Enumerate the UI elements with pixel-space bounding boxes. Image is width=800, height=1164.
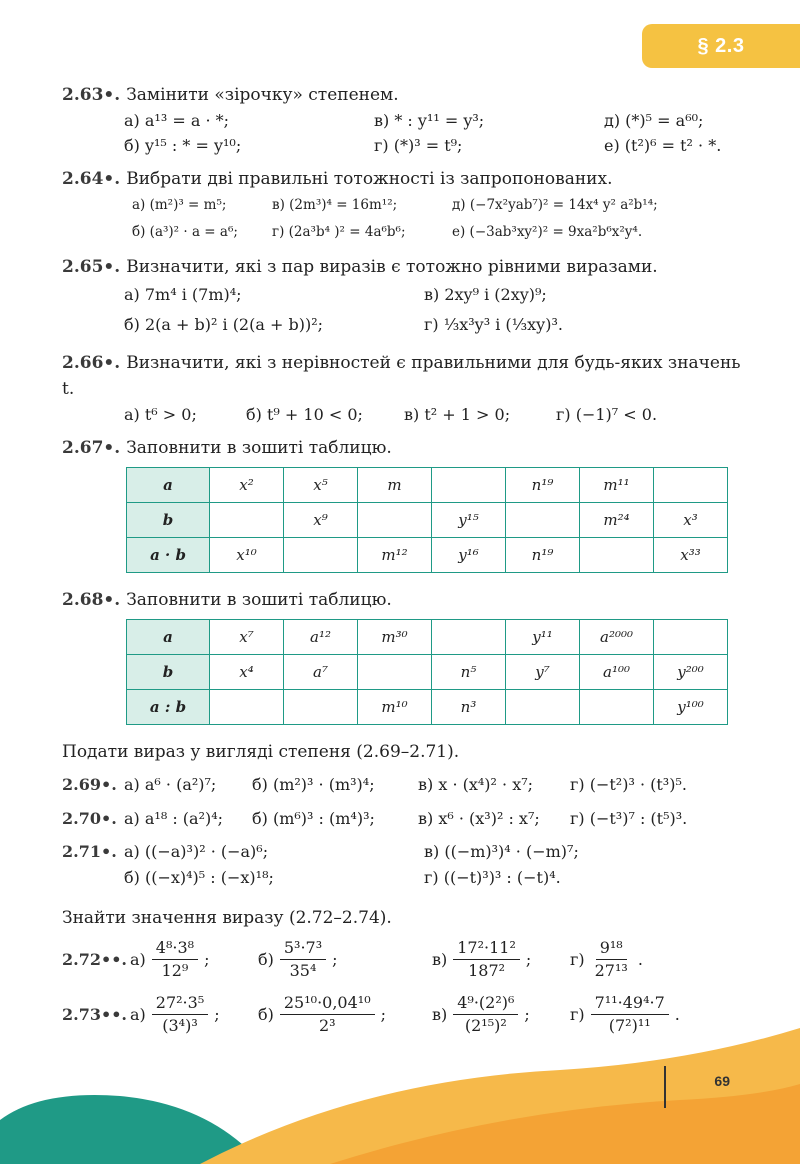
- item: в) * : y¹¹ = y³;: [374, 111, 485, 130]
- exercise-number: 2.64•.: [62, 169, 121, 189]
- denominator: 12⁹: [161, 961, 189, 980]
- punct: ;: [214, 1005, 220, 1024]
- cell: y¹⁵: [432, 503, 506, 538]
- item: б) y¹⁵ : * = y¹⁰;: [124, 136, 242, 155]
- table-row: [127, 690, 728, 725]
- punct: ;: [524, 1005, 530, 1024]
- cell: x⁵: [284, 468, 358, 503]
- denominator: (3⁴)³: [162, 1016, 198, 1035]
- section-label: § 2.3: [697, 34, 745, 57]
- item-label: в): [432, 1005, 448, 1024]
- item: б) (m⁶)³ : (m⁴)³;: [252, 809, 375, 828]
- cell: x³: [654, 503, 728, 538]
- cell: a¹⁰⁰: [580, 655, 654, 690]
- exercise-2-71: [62, 839, 742, 891]
- numerator: 7¹¹·49⁴·7: [591, 992, 669, 1015]
- cell: x³³: [654, 538, 728, 573]
- table-row: [127, 620, 728, 655]
- item: б) 2(a + b)² і (2(a + b))²;: [124, 315, 323, 334]
- cell: a : b: [127, 690, 210, 725]
- numerator: 17²·11²: [453, 937, 520, 960]
- cell: y²⁰⁰: [654, 655, 728, 690]
- table-2-68: [126, 619, 728, 725]
- exercise-number: 2.71•.: [62, 842, 117, 861]
- cell: [284, 538, 358, 573]
- fraction: [453, 937, 520, 982]
- cell: y¹¹: [506, 620, 580, 655]
- item: б) (a³)² · a = a⁶;: [132, 224, 238, 240]
- exercise-text: Визначити, які з нерівностей є правильними для будь-яких значень t.: [62, 353, 741, 399]
- exercise-2-63: [62, 82, 742, 158]
- numerator: 4⁸·3⁸: [152, 937, 198, 960]
- exercise-number: 2.73••.: [62, 1005, 127, 1024]
- item: г) ⅓x³y³ і (⅓xy)³.: [424, 315, 563, 334]
- fraction: [280, 937, 326, 982]
- item: е) (t²)⁶ = t² · *.: [604, 136, 722, 155]
- item: [432, 992, 570, 1037]
- fraction: [591, 992, 669, 1037]
- item: [570, 992, 720, 1037]
- cell: [358, 655, 432, 690]
- cell: [432, 468, 506, 503]
- cell: [506, 690, 580, 725]
- punct: .: [674, 1005, 680, 1024]
- cell: a⁷: [284, 655, 358, 690]
- cell: m²⁴: [580, 503, 654, 538]
- cell: m: [358, 468, 432, 503]
- exercise-2-68: [62, 587, 742, 725]
- cell: a¹²: [284, 620, 358, 655]
- exercise-2-73: [62, 992, 742, 1037]
- exercise-2-70: [62, 805, 742, 833]
- fraction: [152, 992, 208, 1037]
- table-row: [127, 655, 728, 690]
- exercise-number: 2.65•.: [62, 257, 121, 277]
- cell: m¹¹: [580, 468, 654, 503]
- item: [130, 992, 258, 1037]
- item: г) (−t³)⁷ : (t⁵)³.: [570, 809, 688, 828]
- denominator: (2¹⁵)²: [464, 1016, 507, 1035]
- exercise-number: 2.70•.: [62, 809, 117, 828]
- page-content: [62, 82, 742, 1047]
- cell: b: [127, 503, 210, 538]
- cell: n¹⁹: [506, 538, 580, 573]
- cell: [654, 620, 728, 655]
- item-label: б): [258, 950, 274, 969]
- cell: y¹⁶: [432, 538, 506, 573]
- section-tab: [642, 24, 800, 68]
- exercise-text: Вибрати дві правильні тотожності із запропонованих.: [126, 169, 613, 189]
- exercise-text: Замінити «зірочку» степенем.: [126, 85, 399, 105]
- item: а) t⁶ > 0;: [124, 405, 197, 424]
- cell: x²: [210, 468, 284, 503]
- cell: x⁹: [284, 503, 358, 538]
- fraction: [453, 992, 518, 1037]
- item-label: г): [570, 1005, 585, 1024]
- cell: n⁵: [432, 655, 506, 690]
- denominator: 27¹³: [594, 961, 628, 980]
- item: а) (m²)³ = m⁵;: [132, 197, 227, 213]
- cell: a: [127, 468, 210, 503]
- numerator: 5³·7³: [280, 937, 326, 960]
- item: а) 7m⁴ і (7m)⁴;: [124, 285, 242, 304]
- denominator: 2³: [318, 1016, 336, 1035]
- item: г) (−t²)³ · (t³)⁵.: [570, 775, 687, 794]
- item-label: а): [130, 950, 146, 969]
- cell: a²⁰⁰⁰: [580, 620, 654, 655]
- exercise-2-69: [62, 771, 742, 799]
- item: в) x · (x⁴)² · x⁷;: [418, 775, 534, 794]
- item: а) ((−a)³)² · (−a)⁶;: [124, 842, 269, 861]
- table-2-67: [126, 467, 728, 573]
- item: г) (*)³ = t⁹;: [374, 136, 463, 155]
- exercise-number: 2.63•.: [62, 85, 121, 105]
- item: в) ((−m)³)⁴ · (−m)⁷;: [424, 842, 579, 861]
- cell: a: [127, 620, 210, 655]
- item: [258, 937, 432, 982]
- cell: y⁷: [506, 655, 580, 690]
- cell: [432, 620, 506, 655]
- exercise-2-66: [62, 350, 742, 427]
- cell: a · b: [127, 538, 210, 573]
- table-row: [127, 538, 728, 573]
- exercise-text: Заповнити в зошиті таблицю.: [126, 438, 392, 458]
- fraction: [591, 937, 632, 982]
- cell: [654, 468, 728, 503]
- cell: [284, 690, 358, 725]
- cell: [580, 690, 654, 725]
- item: г) ((−t)³)³ : (−t)⁴.: [424, 868, 561, 887]
- page-number: 69: [714, 1073, 730, 1089]
- exercise-number: 2.72••.: [62, 950, 127, 969]
- item: а) a¹⁸ : (a²)⁴;: [124, 809, 224, 828]
- exercise-2-64: [62, 166, 742, 246]
- item: б) ((−x)⁴)⁵ : (−x)¹⁸;: [124, 868, 274, 887]
- cell: x¹⁰: [210, 538, 284, 573]
- section-heading: Знайти значення виразу (2.72–2.74).: [62, 908, 392, 928]
- punct: ;: [380, 1005, 386, 1024]
- item: е) (−3ab³xy²)² = 9xa²b⁶x²y⁴.: [452, 224, 643, 240]
- item: [432, 937, 570, 982]
- cell: m¹⁰: [358, 690, 432, 725]
- cell: [506, 503, 580, 538]
- denominator: 35⁴: [289, 961, 317, 980]
- exercise-text: Визначити, які з пар виразів є тотожно рівними виразами.: [126, 257, 658, 277]
- fraction: [280, 992, 375, 1037]
- punct: ;: [525, 950, 532, 969]
- numerator: 9¹⁸: [596, 937, 627, 960]
- cell: y¹⁰⁰: [654, 690, 728, 725]
- item: в) 2xy⁹ і (2xy)⁹;: [424, 285, 547, 304]
- punct: .: [637, 950, 643, 969]
- item: в) x⁶ · (x³)² : x⁷;: [418, 809, 540, 828]
- exercise-2-72: [62, 937, 742, 982]
- exercise-2-65: [62, 254, 742, 340]
- item: д) (*)⁵ = a⁶⁰;: [604, 111, 704, 130]
- cell: n³: [432, 690, 506, 725]
- table-row: [127, 468, 728, 503]
- item: г) (−1)⁷ < 0.: [556, 405, 658, 424]
- item-label: г): [570, 950, 585, 969]
- item: в) (2m³)⁴ = 16m¹²;: [272, 197, 398, 213]
- item: а) a¹³ = a · *;: [124, 111, 229, 130]
- cell: m³⁰: [358, 620, 432, 655]
- denominator: 187²: [468, 961, 506, 980]
- item: г) (2a³b⁴ )² = 4a⁶b⁶;: [272, 224, 406, 240]
- item: [130, 937, 258, 982]
- exercise-number: 2.67•.: [62, 438, 121, 458]
- table-row: [127, 503, 728, 538]
- cell: x⁷: [210, 620, 284, 655]
- fraction: [152, 937, 198, 982]
- item-label: а): [130, 1005, 146, 1024]
- numerator: 27²·3⁵: [152, 992, 208, 1015]
- denominator: (7²)¹¹: [608, 1016, 651, 1035]
- cell: m¹²: [358, 538, 432, 573]
- exercise-text: Заповнити в зошиті таблицю.: [126, 590, 392, 610]
- item: в) t² + 1 > 0;: [404, 405, 511, 424]
- item: [258, 992, 432, 1037]
- exercise-number: 2.69•.: [62, 775, 117, 794]
- cell: b: [127, 655, 210, 690]
- numerator: 4⁹·(2²)⁶: [453, 992, 518, 1015]
- item-label: в): [432, 950, 448, 969]
- section-heading: Подати вираз у вигляді степеня (2.69–2.71).: [62, 742, 460, 762]
- item: а) a⁶ · (a²)⁷;: [124, 775, 217, 794]
- cell: [210, 503, 284, 538]
- numerator: 25¹⁰·0,04¹⁰: [280, 992, 375, 1015]
- cell: [358, 503, 432, 538]
- cell: x⁴: [210, 655, 284, 690]
- item: д) (−7x²yab⁷)² = 14x⁴ y² a²b¹⁴;: [452, 197, 658, 213]
- page-divider: [664, 1066, 666, 1108]
- cell: n¹⁹: [506, 468, 580, 503]
- punct: ;: [332, 950, 338, 969]
- exercise-2-67: [62, 435, 742, 573]
- item: [570, 937, 720, 982]
- cell: [210, 690, 284, 725]
- cell: [580, 538, 654, 573]
- exercise-number: 2.68•.: [62, 590, 121, 610]
- exercise-number: 2.66•.: [62, 353, 121, 373]
- item: б) t⁹ + 10 < 0;: [246, 405, 363, 424]
- punct: ;: [204, 950, 210, 969]
- item-label: б): [258, 1005, 274, 1024]
- item: б) (m²)³ · (m³)⁴;: [252, 775, 375, 794]
